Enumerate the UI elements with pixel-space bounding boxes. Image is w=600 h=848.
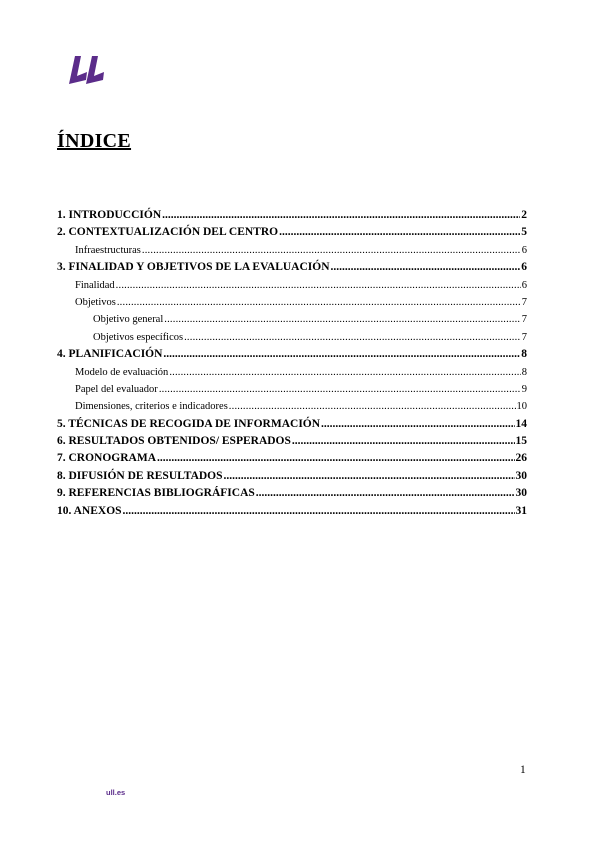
toc-entry-page: 8 — [521, 348, 527, 361]
toc-dot-leader — [184, 329, 521, 346]
toc-entry-page: 15 — [515, 435, 527, 448]
toc-entry[interactable] — [57, 468, 527, 485]
toc-entry-page: 14 — [515, 417, 527, 430]
toc-entry[interactable] — [57, 381, 527, 398]
toc-entry-label: Modelo de evaluación — [75, 366, 169, 378]
toc-entry-label: 7. CRONOGRAMA — [57, 452, 157, 465]
toc-dot-leader — [321, 416, 514, 433]
toc-entry-page: 5 — [521, 226, 527, 239]
toc-entry[interactable] — [57, 346, 527, 363]
toc-entry-label: 3. FINALIDAD Y OBJETIVOS DE LA EVALUACIÓN — [57, 261, 330, 274]
toc-dot-leader — [229, 398, 516, 415]
toc-dot-leader — [292, 433, 515, 450]
footer-brand-link[interactable]: ull.es — [106, 788, 126, 797]
toc-entry-page: 26 — [515, 452, 527, 465]
toc-entry[interactable] — [57, 364, 527, 381]
toc-entry-label: 8. DIFUSIÓN DE RESULTADOS — [57, 469, 223, 482]
toc-entry-page: 2 — [521, 209, 527, 221]
toc-entry-page: 7 — [521, 296, 527, 308]
page-number: 1 — [520, 764, 526, 776]
toc-entry[interactable] — [57, 416, 527, 433]
toc-dot-leader — [256, 485, 515, 502]
toc-entry-page: 7 — [521, 331, 527, 343]
toc-entry[interactable] — [57, 242, 527, 259]
toc-entry-page: 10 — [516, 401, 527, 413]
toc-entry[interactable] — [57, 503, 527, 520]
toc-dot-leader — [157, 450, 514, 467]
toc-entry[interactable] — [57, 485, 527, 502]
toc-entry[interactable] — [57, 259, 527, 276]
toc-dot-leader — [116, 277, 521, 294]
toc-dot-leader — [169, 364, 520, 381]
toc-entry-page: 30 — [515, 469, 527, 482]
toc-dot-leader — [163, 346, 520, 363]
toc-entry-page: 31 — [515, 504, 527, 517]
toc-entry-page: 9 — [521, 383, 527, 395]
toc-entry-label: 5. TÉCNICAS DE RECOGIDA DE INFORMACIÓN — [57, 417, 321, 430]
toc-dot-leader — [162, 207, 520, 224]
toc-dot-leader — [123, 503, 515, 520]
toc-entry[interactable] — [57, 294, 527, 311]
toc-entry-page: 8 — [521, 366, 527, 378]
toc-entry-label: 9. REFERENCIAS BIBLIOGRÁFICAS — [57, 487, 255, 500]
toc-entry[interactable] — [57, 433, 527, 450]
toc-entry[interactable] — [57, 277, 527, 294]
ull-logo-icon — [66, 52, 108, 86]
toc-entry[interactable] — [57, 207, 527, 224]
toc-entry-label: Dimensiones, criterios e indicadores — [75, 401, 228, 413]
toc-entry[interactable] — [57, 329, 527, 346]
toc-entry-page: 6 — [521, 279, 527, 291]
table-of-contents — [57, 207, 527, 520]
toc-entry-label: 10. ANEXOS — [57, 504, 122, 517]
toc-dot-leader — [164, 311, 520, 328]
toc-entry[interactable] — [57, 450, 527, 467]
toc-entry-page: 7 — [521, 314, 527, 326]
toc-dot-leader — [331, 259, 521, 276]
toc-dot-leader — [224, 468, 515, 485]
toc-entry-label: Objetivos — [75, 296, 116, 308]
page-title: ÍNDICE — [57, 130, 132, 152]
toc-entry[interactable] — [57, 311, 527, 328]
toc-entry-label: Finalidad — [75, 279, 115, 291]
toc-dot-leader — [279, 224, 520, 241]
toc-entry-label: Objetivos específicos — [93, 331, 184, 343]
toc-dot-leader — [142, 242, 521, 259]
toc-entry-label: 6. RESULTADOS OBTENIDOS/ ESPERADOS — [57, 435, 291, 448]
toc-entry-label: 4. PLANIFICACIÓN — [57, 348, 163, 361]
toc-entry-label: Infraestructuras — [75, 244, 141, 256]
toc-entry-label: Papel del evaluador — [75, 383, 158, 395]
toc-entry-page: 30 — [515, 487, 527, 500]
toc-entry-label: 2. CONTEXTUALIZACIÓN DEL CENTRO — [57, 226, 279, 239]
toc-entry-label: Objetivo general — [93, 314, 164, 326]
toc-entry[interactable] — [57, 398, 527, 415]
toc-dot-leader — [117, 294, 521, 311]
toc-dot-leader — [159, 381, 521, 398]
toc-entry-page: 6 — [521, 244, 527, 256]
toc-entry-label: 1. INTRODUCCIÓN — [57, 209, 162, 221]
toc-entry-page: 6 — [521, 261, 527, 274]
toc-entry[interactable] — [57, 224, 527, 241]
